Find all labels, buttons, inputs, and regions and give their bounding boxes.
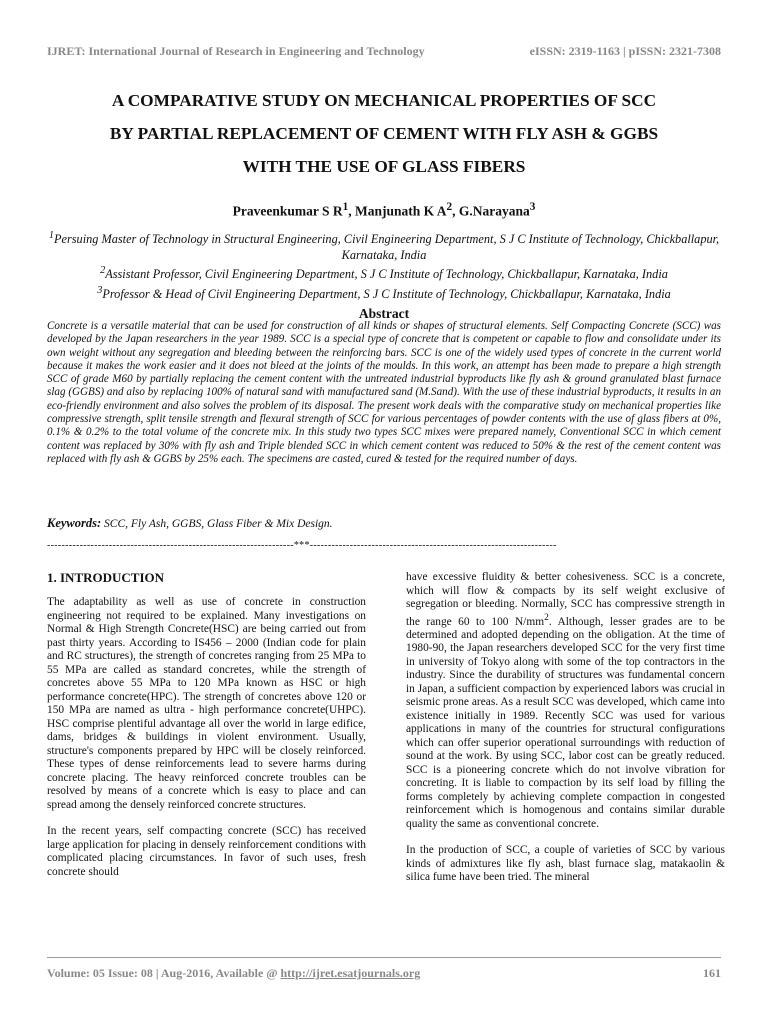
author-list: Praveenkumar S $R^1$, Manjunath K $A^2$, G.Narayana$^3$: [232, 201, 536, 219]
abstract-heading: Abstract: [358, 306, 410, 321]
issn-numbers: eISSN: 2319-1163 | pISSN: 2321-7308: [529, 44, 721, 58]
intro-heading: 1. INTRODUCTION: [47, 570, 165, 585]
affiliation-3-sup: 3: [97, 284, 103, 296]
affiliations: [40, 228, 728, 302]
intro-paragraph-2: In the recent years, self compacting concrete (SCC) has received large application for placing in densely reinforcement conditions with complicated placing circumstances. In favor of such uses, fresh concrete should: [47, 825, 366, 878]
page-number: 161: [703, 966, 721, 980]
keywords: [47, 516, 721, 531]
intro-paragraph-1: The adaptability as well as use of concrete in construction engineering not required to be explained. Many investigations on Normal & High Strength Concrete(HSC) are being carried out from past thirty years. According to IS456 – 2000 (Indian code for plain and RC structures), the strength of concretes ranging from 25 MPa to 55 MPa are called as standard concretes, while the strength of concretes above 55 MPa to 120 MPa known as HSC or high performance concrete(HPC). The strength of concretes above 120 or 150 MPa are named as ultra - high performance concrete(UHPC). HSC comprise plentiful advantage all over the world in large edifice, dams, bridges & buildings in violent environment. Usually, structure's components prepared by HPC will be closely reinforced. These types of dense reinforcements lead to severe harms during concrete placing. The heavy reinforced concrete troubles can be resolved by means of a concrete which is easy to place and can spread among the densely reinforced concrete structures.: [47, 596, 366, 811]
keywords-label: Keywords:: [47, 516, 102, 530]
journal-link[interactable]: http://ijret.esatjournals.org: [280, 966, 421, 980]
title-line-2: BY PARTIAL REPLACEMENT OF CEMENT WITH FLY ASH & GGBS: [109, 124, 659, 143]
unit-superscript: 2: [544, 612, 549, 623]
intro-paragraph-4: In the production of SCC, a couple of varieties of SCC by various kinds of admixtures like fly ash, blast furnace slag, matakaolin & silica fume have been tried. The mineral: [406, 844, 725, 884]
author-1-sup: 1: [342, 201, 349, 213]
footer-volume: [47, 966, 420, 981]
affiliation-2-sup: 2: [100, 265, 106, 277]
section-separator: --------------------------------------------------------------------***--------------------------------------------------------------------: [47, 540, 557, 551]
paper-title: [40, 84, 728, 183]
affiliation-1-text: Persuing Master of Technology in Structural Engineering, Civil Engineering Department, S J C Institute of Technology, Chickballapur, Karnataka, India: [54, 232, 720, 262]
affiliation-1: [40, 228, 728, 263]
author-3-sup: 3: [529, 201, 536, 213]
author-3: G.Narayana: [458, 203, 530, 219]
abstract-text: Concrete is a versatile material that can be used for construction of all kinds or shapes of structural elements. Self Compacting Concrete (SCC) was developed by the Japan researchers in the year 1989. SCC is a special type of concrete that is competent or capable to flow and consolidate under its own weight without any segregation and bleeding between the reinforcing bars. SCC is one of the widely used types of concrete in the current world because it makes the work easier and it does not bleed at the joints of the moulds. In this work, an attempt has been made to prepare a high strength SCC of grade M60 by partially replacing the cement content with the untreated industrial byproducts like fly ash & ground granulated blast furnace slag (GGBS) and also by replacing 100% of natural sand with manufactured sand (M.Sand). With the use of these industrial byproducts, it results in an eco-friendly environment and also solves the problem of its disposal. The present work deals with the comparative study on mechanical properties like compressive strength, split tensile strength and flexural strength of SCC for various percentages of powder contents with the use of glass fibers at 0%, 0.1% & 0.2% to the total volume of the concrete mix. In this study two types SCC mixes were prepared namely, Conventional SCC in which cement content was replaced by 30% with fly ash and Triple blended SCC in which cement content was reduced to 50% & the rest of the cement content was replaced with fly ash & GGBS by 25% each. The specimens are casted, cured & tested for the required number of days.: [47, 320, 721, 465]
affiliation-3: [40, 283, 728, 303]
author-1: Praveenkumar S R: [232, 203, 343, 219]
footer-rule: [47, 957, 721, 958]
running-header: [47, 44, 721, 64]
intro-paragraph-3b: . Although, lesser grades are to be determined and adopted depending on the obligation. At the time of 1980-90, the Japan researchers developed SCC for the very first time in university of Tokyo along with some of the top contractors in the industry. Since the durability of structures was fundamental concern in Japan, a sufficient compaction by experienced labors was crucial in seismic prone areas. As a result SCC was developed, which came into existence initially in 1989. Recently SCC was used for various applications in many of the countries for structural configurations which can offer superior operational surroundings with reduction of sound at the work. By using SCC, labor cost can be greatly reduced. SCC is a pioneering concrete which do not involve vibration for concreting. It is liable to compaction by its self load by filling the forms completely by achieving complete compaction in congested reinforcement which is homogenous and contains similar durable quality the same as conventional concrete.: [406, 615, 725, 830]
title-line-1: A COMPARATIVE STUDY ON MECHANICAL PROPERTIES OF SCC: [111, 91, 657, 110]
journal-name: IJRET: International Journal of Research in Engineering and Technology: [47, 44, 425, 58]
affiliation-3-text: Professor & Head of Civil Engineering Department, S J C Institute of Technology, Chickballapur, Karnataka, India: [102, 286, 671, 301]
author-2: Manjunath K A: [354, 203, 447, 219]
keywords-text: SCC, Fly Ash, GGBS, Glass Fiber & Mix Design.: [104, 518, 333, 530]
affiliation-2: [40, 263, 728, 283]
left-column: [47, 570, 366, 892]
footer-volume-text: Volume: 05 Issue: 08 | Aug-2016, Available @: [47, 966, 281, 980]
author-2-sup: 2: [446, 201, 453, 213]
title-line-3: WITH THE USE OF GLASS FIBERS: [242, 157, 526, 176]
right-column: [406, 571, 725, 898]
intro-paragraph-3: [406, 571, 725, 831]
affiliation-2-text: Assistant Professor, Civil Engineering Department, S J C Institute of Technology, Chickballapur, Karnataka, India: [105, 267, 668, 282]
affiliation-1-sup: 1: [48, 230, 54, 241]
intro-paragraph-3a: have excessive fluidity & better cohesiveness. SCC is a concrete, which will flow & compacts by its self weight exclusive of segregation or bleeding. Normally, SCC has compressive strength in the range 60 to 100 N/mm: [406, 571, 725, 628]
